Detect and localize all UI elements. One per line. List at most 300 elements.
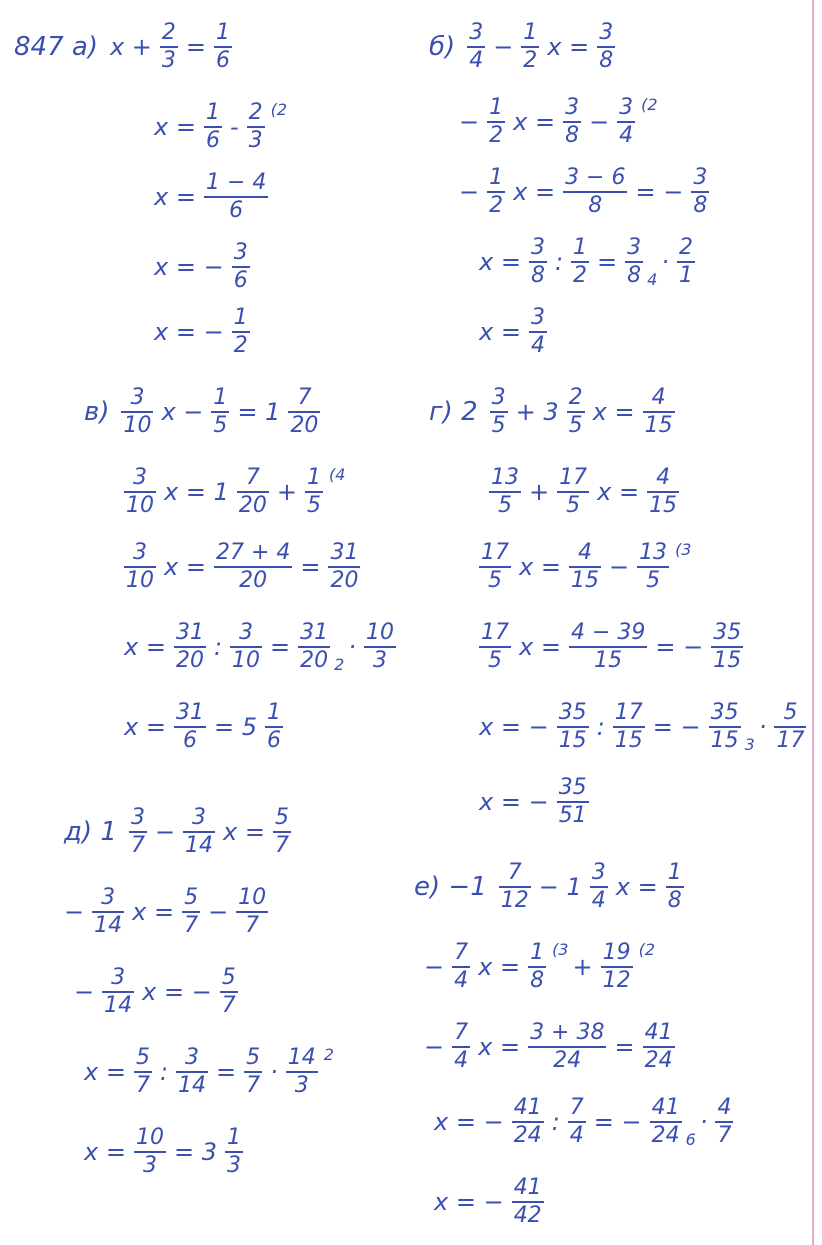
denominator: 4	[469, 48, 484, 73]
fraction	[121, 385, 153, 439]
fraction	[625, 235, 643, 289]
denominator: 7	[717, 1123, 732, 1148]
math-text: −	[459, 108, 480, 136]
denominator: 10	[126, 493, 154, 518]
numerator: 7	[454, 1020, 469, 1045]
denominator: 8	[530, 968, 545, 993]
denominator: 12	[500, 888, 529, 913]
denominator: 20	[300, 648, 329, 673]
fraction	[204, 100, 222, 154]
math-text: :	[551, 1108, 560, 1136]
math-text: :	[213, 633, 223, 661]
denominator: 5	[568, 413, 583, 438]
denominator: 7	[246, 1073, 261, 1098]
math-text: x = −	[154, 318, 224, 346]
numerator: 5	[221, 965, 236, 990]
fraction	[568, 1095, 586, 1149]
fraction	[134, 1125, 166, 1179]
numerator: 13	[491, 465, 519, 490]
equation-line-a-1	[10, 20, 236, 74]
math-text: б)	[429, 32, 456, 62]
fraction	[134, 1045, 152, 1099]
math-text: = −	[635, 178, 684, 206]
numerator: 3	[192, 805, 207, 830]
fraction	[160, 20, 178, 74]
numerator: 2	[678, 235, 693, 260]
extra-factor: (2	[641, 95, 658, 114]
denominator: 20	[238, 493, 267, 518]
math-text: :	[596, 713, 605, 741]
fraction	[479, 620, 511, 674]
math-text: −	[154, 818, 176, 846]
extra-factor: (3	[675, 540, 692, 559]
extra-factor: (4	[328, 465, 346, 484]
denominator: 3	[294, 1073, 309, 1098]
math-text: x =	[479, 318, 521, 346]
denominator: 20	[330, 568, 359, 593]
numerator: 4	[577, 540, 592, 565]
denominator: 6	[182, 728, 197, 753]
numerator: 5	[275, 805, 289, 830]
numerator: 14	[287, 1045, 316, 1070]
fraction	[774, 700, 806, 754]
denominator: 2	[573, 263, 588, 288]
fraction	[590, 860, 608, 914]
denominator: 5	[646, 568, 661, 593]
numerator: 3	[591, 860, 606, 885]
equation-line-a-5	[150, 305, 254, 359]
denominator: 5	[491, 413, 506, 438]
fraction	[487, 165, 505, 219]
fraction	[479, 540, 511, 594]
numerator: 3	[130, 385, 145, 410]
equation-line-e-1	[410, 860, 688, 914]
numerator: 1	[523, 20, 538, 45]
numerator: 5	[184, 885, 199, 910]
numerator: 35	[710, 700, 739, 725]
math-text: −	[74, 978, 95, 1006]
math-text: x =	[592, 398, 635, 426]
numerator: 17	[614, 700, 643, 725]
fraction	[571, 235, 589, 289]
denominator: 5	[566, 493, 581, 518]
math-text: x =	[513, 108, 556, 136]
numerator: 1	[213, 385, 228, 410]
fraction	[452, 1020, 470, 1074]
numerator: 17	[559, 465, 588, 490]
fraction	[237, 465, 269, 519]
denominator: 4	[530, 333, 545, 358]
extra-factor: (3	[552, 940, 569, 959]
fraction	[557, 775, 589, 829]
fraction	[512, 1095, 544, 1149]
extra-factor: (2	[270, 100, 288, 119]
numerator: 3	[133, 540, 147, 565]
math-text: ·	[348, 633, 356, 661]
denominator: 10	[123, 413, 152, 438]
fraction	[529, 305, 547, 359]
math-text: x =	[84, 1138, 126, 1166]
math-text: x =	[513, 178, 556, 206]
fraction	[214, 540, 292, 594]
math-text: ·	[758, 713, 767, 741]
fraction	[691, 165, 709, 219]
fraction	[677, 235, 695, 289]
fraction	[569, 620, 647, 674]
fraction	[650, 1095, 682, 1149]
fraction	[129, 805, 147, 859]
denominator: 51	[558, 803, 587, 828]
equation-line-v-2	[120, 465, 345, 519]
fraction	[709, 700, 741, 754]
fraction	[247, 100, 265, 154]
math-text: +	[529, 478, 550, 506]
numerator: 5	[135, 1045, 150, 1070]
fraction	[211, 385, 229, 439]
equation-line-b-2	[455, 95, 658, 149]
numerator: 3	[111, 965, 126, 990]
denominator: 8	[627, 263, 642, 288]
numerator: 35	[558, 775, 587, 800]
math-text: −	[208, 898, 229, 926]
denominator: 2	[489, 123, 504, 148]
numerator: 1 − 4	[205, 170, 267, 195]
fraction	[124, 540, 156, 594]
equation-line-v-1	[80, 385, 324, 439]
math-text: x = −	[479, 713, 549, 741]
numerator: 4	[717, 1095, 732, 1120]
fraction	[244, 1045, 262, 1099]
math-text: x =	[597, 478, 640, 506]
denominator: 10	[232, 648, 261, 673]
denominator: 5	[213, 413, 228, 438]
equation-line-b-5	[475, 305, 551, 359]
fraction	[567, 385, 585, 439]
math-text: x =	[478, 953, 521, 981]
numerator: 41	[513, 1175, 542, 1200]
math-text: x = 1	[164, 478, 229, 506]
fraction	[601, 940, 633, 994]
numerator: 7	[569, 1095, 584, 1120]
math-text: x = −	[434, 1108, 504, 1136]
fraction	[225, 1125, 243, 1179]
reduced-factor: 4	[647, 270, 658, 289]
fraction	[643, 385, 675, 439]
math-text: x =	[615, 873, 658, 901]
numerator: 3	[130, 805, 145, 830]
numerator: 10	[365, 620, 394, 645]
numerator: 1	[216, 20, 231, 45]
fraction	[490, 385, 508, 439]
numerator: 17	[481, 540, 509, 565]
denominator: 8	[599, 48, 614, 73]
denominator: 2	[489, 193, 504, 218]
fraction	[557, 700, 589, 754]
equation-line-e-2	[420, 940, 655, 994]
numerator: 1	[573, 235, 588, 260]
denominator: 15	[614, 728, 643, 753]
math-text: x =	[154, 113, 196, 141]
numerator: 3	[133, 465, 147, 490]
denominator: 3	[248, 128, 263, 153]
math-text: = 5	[213, 713, 257, 741]
numerator: 3	[599, 20, 614, 45]
numerator: 7	[245, 465, 260, 490]
denominator: 5	[306, 493, 321, 518]
denominator: 8	[530, 263, 545, 288]
numerator: 3	[530, 305, 545, 330]
numerator: 3	[619, 95, 634, 120]
math-text: x = −	[479, 788, 549, 816]
denominator: 2	[233, 333, 248, 358]
fraction	[557, 465, 589, 519]
denominator: 8	[588, 193, 603, 218]
numerator: 10	[135, 1125, 164, 1150]
denominator: 15	[644, 413, 673, 438]
denominator: 3	[372, 648, 387, 673]
extra-factor: 2	[323, 1045, 334, 1064]
equation-line-e-5	[430, 1175, 548, 1229]
denominator: 3	[226, 1153, 241, 1178]
fraction	[666, 860, 684, 914]
denominator: 5	[488, 648, 502, 673]
numerator: 19	[602, 940, 631, 965]
equation-line-g-4	[475, 620, 747, 674]
denominator: 6	[233, 268, 248, 293]
fraction	[617, 95, 635, 149]
fraction	[174, 620, 206, 674]
denominator: 12	[602, 968, 631, 993]
denominator: 10	[126, 568, 154, 593]
numerator: 7	[454, 940, 469, 965]
denominator: 7	[130, 833, 145, 858]
denominator: 1	[678, 263, 693, 288]
denominator: 6	[229, 198, 244, 223]
reduced-factor: 2	[334, 655, 345, 674]
math-text: x =	[154, 183, 196, 211]
math-text: x =	[479, 248, 521, 276]
math-text: −	[608, 553, 630, 581]
fraction	[183, 805, 215, 859]
math-text: x =	[124, 713, 166, 741]
equation-line-v-3	[120, 540, 364, 594]
denominator: 4	[454, 968, 469, 993]
reduced-factor: 3	[744, 735, 755, 754]
math-text: ·	[661, 248, 669, 276]
math-text: = −	[655, 633, 704, 661]
denominator: 7	[221, 993, 236, 1018]
math-text: x =	[519, 633, 561, 661]
math-text: д) 1	[64, 817, 117, 847]
math-text: +	[276, 478, 297, 506]
fraction	[467, 20, 485, 74]
math-text: :	[159, 1058, 169, 1086]
equation-line-b-3	[455, 165, 713, 219]
margin-line	[812, 0, 814, 1245]
fraction	[364, 620, 396, 674]
denominator: 4	[569, 1123, 584, 1148]
denominator: 14	[104, 993, 133, 1018]
fraction	[512, 1175, 544, 1229]
math-text: = 1	[237, 398, 281, 426]
fraction	[529, 235, 547, 289]
denominator: 15	[558, 728, 587, 753]
math-text: г) 2	[429, 397, 478, 427]
numerator: 3	[693, 165, 708, 190]
fraction	[711, 620, 743, 674]
numerator: 3 + 38	[530, 1020, 605, 1045]
math-text: е) −1	[414, 872, 487, 902]
fraction	[273, 805, 291, 859]
numerator: 4	[656, 465, 671, 490]
denominator: 6	[216, 48, 231, 73]
numerator: 4	[651, 385, 666, 410]
denominator: 4	[591, 888, 606, 913]
math-text: −	[64, 898, 85, 926]
math-text: =	[216, 1058, 237, 1086]
numerator: 2	[568, 385, 583, 410]
fraction	[647, 465, 679, 519]
fraction	[232, 305, 250, 359]
fraction	[182, 885, 200, 939]
numerator: 1	[667, 860, 682, 885]
numerator: 3	[530, 235, 545, 260]
math-text: x =	[124, 633, 166, 661]
numerator: 31	[300, 620, 329, 645]
math-text: =	[300, 553, 321, 581]
equation-line-d-1	[60, 805, 295, 859]
denominator: 2	[523, 48, 538, 73]
math-text: = −	[593, 1108, 642, 1136]
numerator: 1	[306, 465, 321, 490]
reduced-factor: 6	[685, 1130, 696, 1149]
fraction	[563, 95, 581, 149]
fraction	[487, 95, 505, 149]
equation-line-b-4	[475, 235, 699, 289]
equation-line-a-3	[150, 170, 272, 224]
fraction	[528, 1020, 606, 1074]
numerator: 1	[226, 1125, 241, 1150]
denominator: 8	[693, 193, 708, 218]
numerator: 13	[639, 540, 668, 565]
fraction	[613, 700, 645, 754]
numerator: 3	[627, 235, 642, 260]
denominator: 15	[649, 493, 678, 518]
equation-line-a-2	[150, 100, 287, 154]
denominator: 14	[185, 833, 214, 858]
numerator: 4 − 39	[570, 620, 646, 645]
math-text: =	[270, 633, 291, 661]
numerator: 3	[565, 95, 580, 120]
denominator: 7	[275, 833, 289, 858]
numerator: 10	[238, 885, 267, 910]
equation-line-e-3	[420, 1020, 679, 1074]
math-text: =	[614, 1033, 635, 1061]
fraction	[214, 20, 232, 74]
denominator: 5	[488, 568, 502, 593]
denominator: 15	[710, 728, 739, 753]
extra-factor: (2	[638, 940, 656, 959]
denominator: 42	[513, 1203, 542, 1228]
equation-line-v-5	[120, 700, 287, 754]
numerator: 5	[246, 1045, 261, 1070]
fraction	[452, 940, 470, 994]
fraction	[715, 1095, 733, 1149]
denominator: 15	[713, 648, 742, 673]
math-text: +	[572, 953, 593, 981]
numerator: 2	[161, 20, 176, 45]
equation-line-d-4	[80, 1045, 334, 1099]
math-text: −	[589, 108, 610, 136]
denominator: 24	[644, 1048, 673, 1073]
fraction	[265, 700, 283, 754]
denominator: 3	[161, 48, 176, 73]
math-text: x +	[109, 33, 152, 61]
fraction	[298, 620, 330, 674]
numerator: 1	[266, 700, 281, 725]
math-text: в)	[84, 397, 110, 427]
equation-line-d-3	[70, 965, 242, 1019]
denominator: 15	[570, 568, 599, 593]
denominator: 4	[454, 1048, 469, 1073]
math-text: x = −	[434, 1188, 504, 1216]
fraction	[328, 540, 360, 594]
math-text: x =	[519, 553, 561, 581]
equation-line-g-2	[485, 465, 683, 519]
numerator: 31	[175, 700, 204, 725]
fraction	[521, 20, 539, 74]
numerator: 31	[175, 620, 204, 645]
math-text: x =	[164, 553, 206, 581]
fraction	[489, 465, 521, 519]
math-text: −	[424, 953, 445, 981]
math-text: x = −	[154, 253, 224, 281]
fraction	[286, 1045, 318, 1099]
numerator: 1	[489, 95, 504, 120]
fraction	[528, 940, 546, 994]
numerator: 1	[233, 305, 248, 330]
math-text: x =	[223, 818, 265, 846]
math-text: =	[185, 33, 207, 61]
numerator: 7	[297, 385, 312, 410]
denominator: 8	[565, 123, 580, 148]
equation-line-b-1	[425, 20, 619, 74]
math-text: + 3	[515, 398, 559, 426]
numerator: 3	[185, 1045, 200, 1070]
math-text: x =	[547, 33, 590, 61]
math-text: x =	[84, 1058, 126, 1086]
denominator: 3	[142, 1153, 157, 1178]
denominator: 7	[135, 1073, 150, 1098]
math-text: -	[229, 113, 239, 141]
math-text: x =	[478, 1033, 521, 1061]
numerator: 5	[783, 700, 798, 725]
numerator: 3	[469, 20, 484, 45]
numerator: 7	[507, 860, 522, 885]
math-text: 847 а)	[14, 32, 98, 62]
math-text: x = −	[142, 978, 212, 1006]
denominator: 6	[205, 128, 220, 153]
equation-line-g-3	[475, 540, 691, 594]
math-text: x =	[132, 898, 175, 926]
equation-line-v-4	[120, 620, 400, 674]
denominator: 7	[184, 913, 199, 938]
denominator: 14	[178, 1073, 207, 1098]
numerator: 35	[558, 700, 587, 725]
numerator: 41	[651, 1095, 680, 1120]
fraction	[563, 165, 627, 219]
math-text: − 1	[538, 873, 582, 901]
